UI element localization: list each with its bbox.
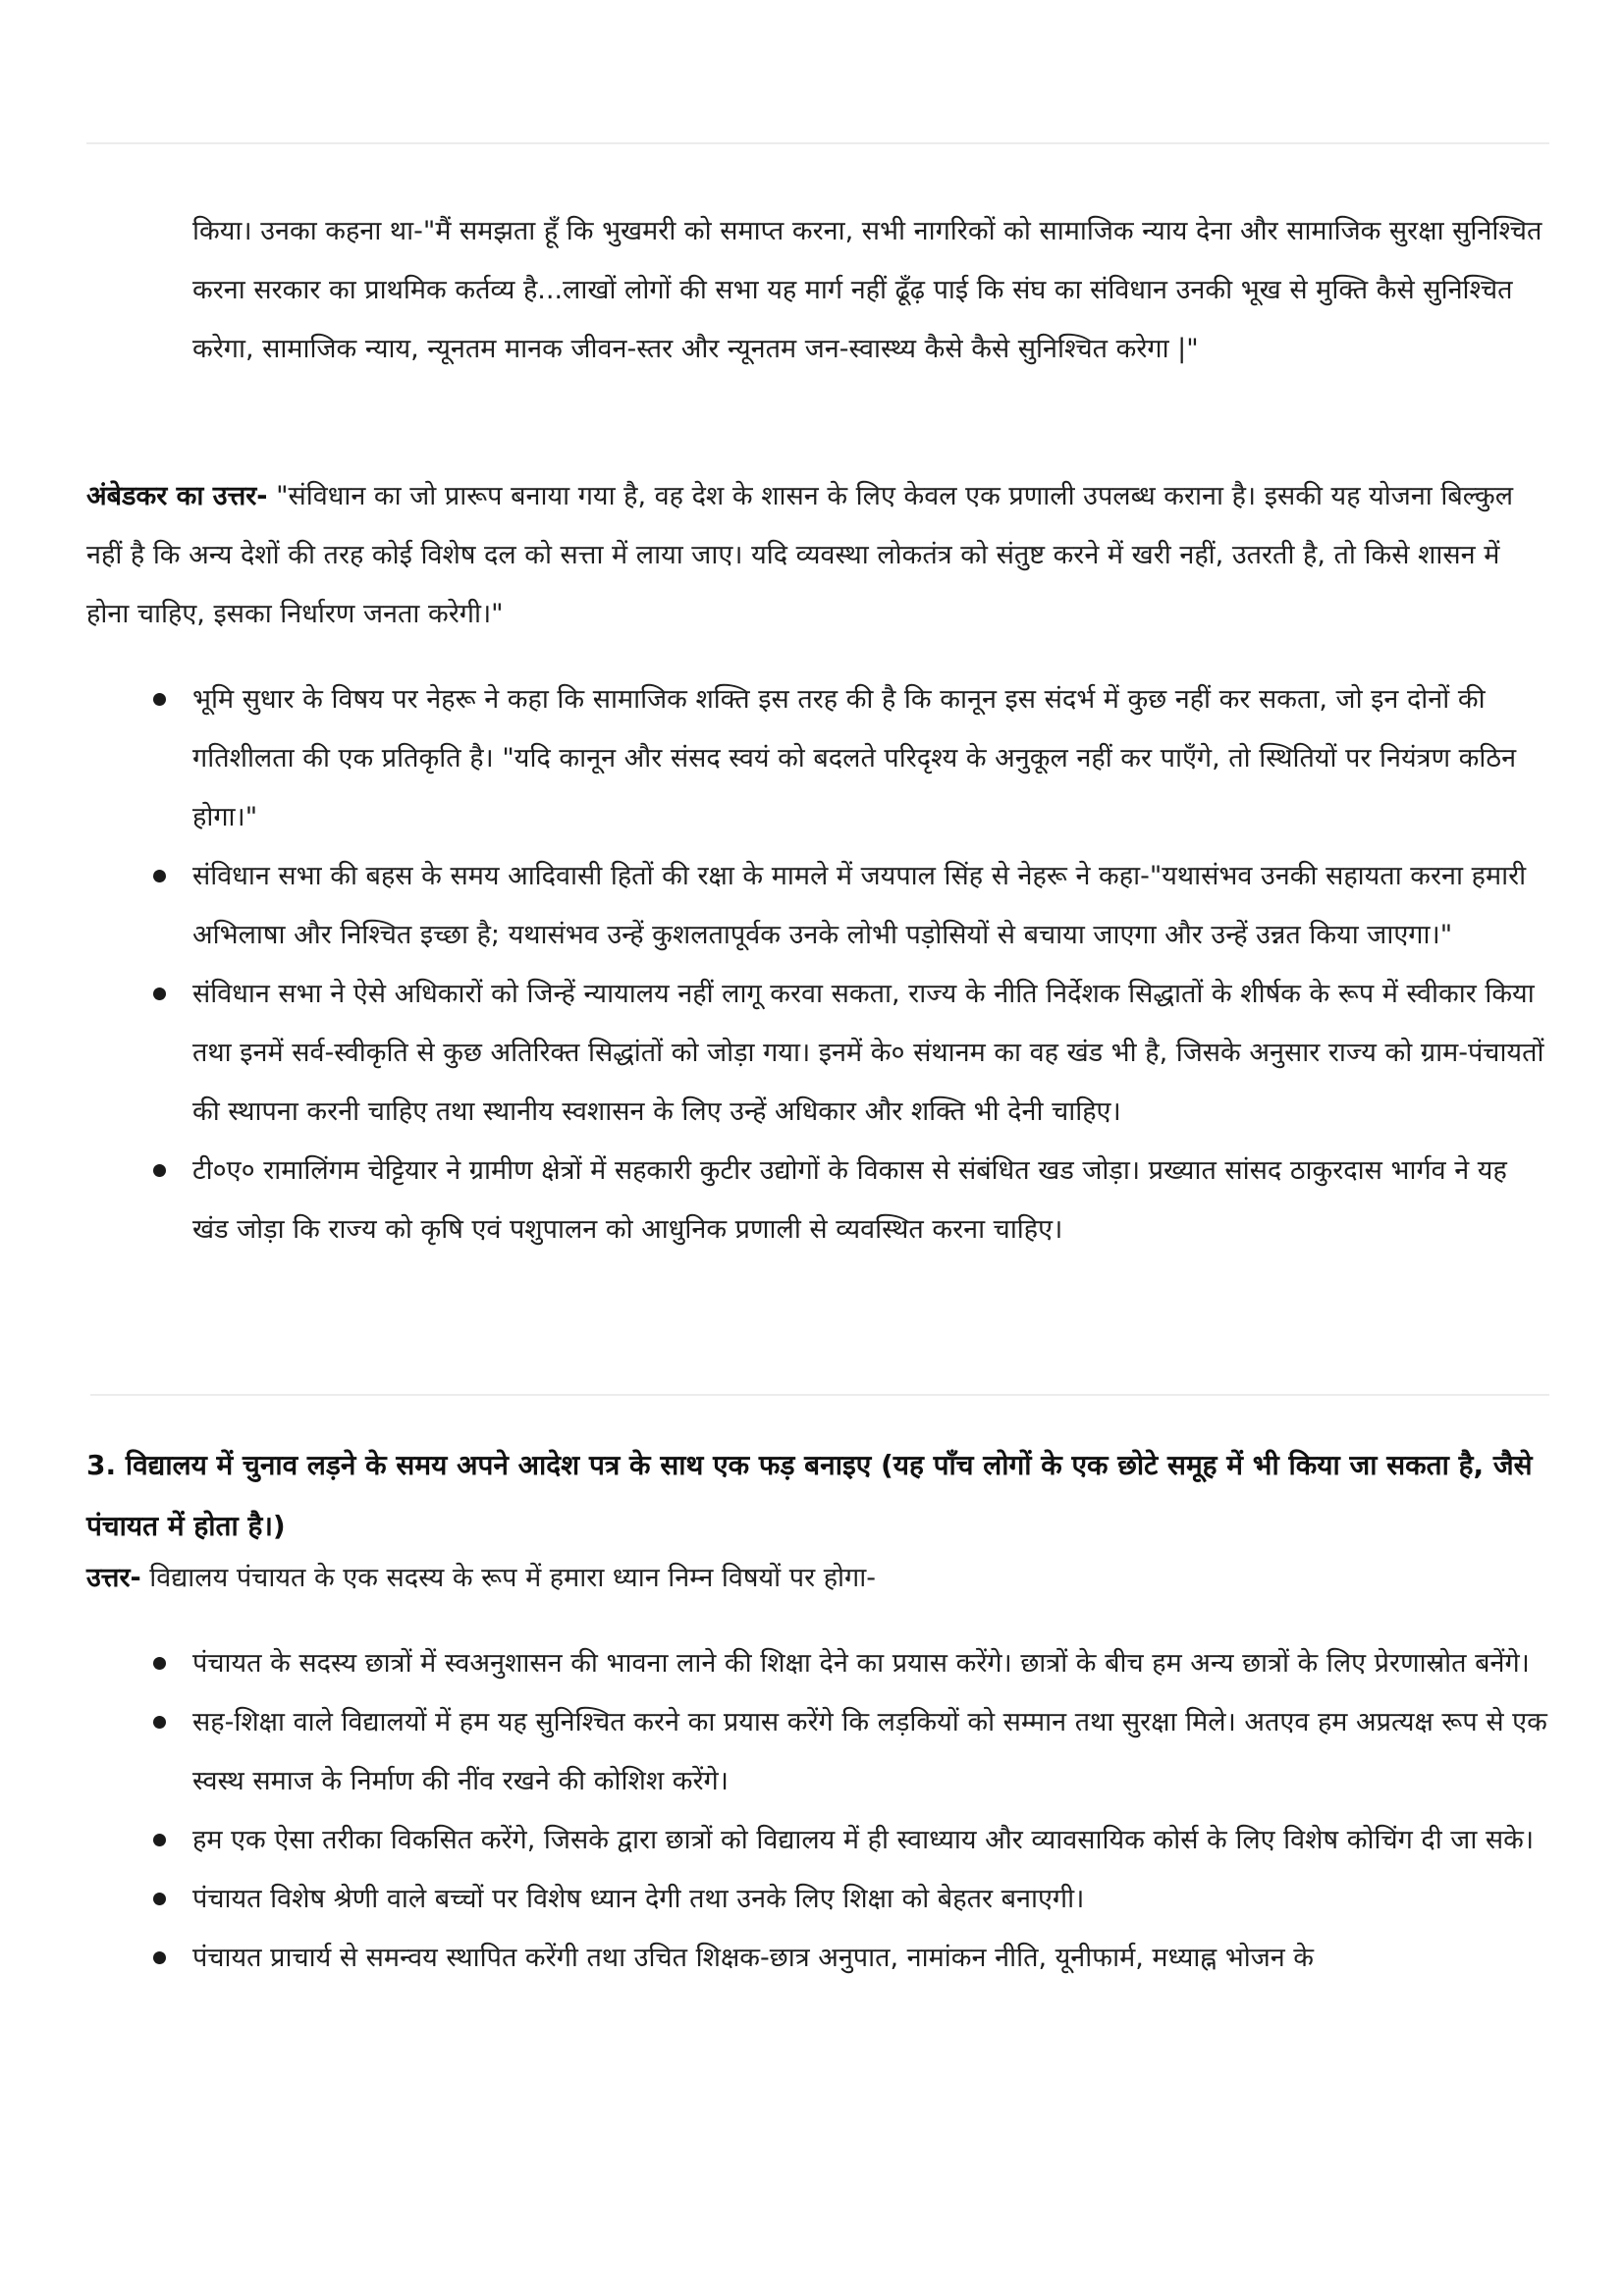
- bullet-icon: [153, 1657, 166, 1670]
- bullet-icon: [153, 988, 166, 1000]
- ambedkar-answer-text: "संविधान का जो प्रारूप बनाया गया है, वह देश के शासन के लिए केवल एक प्रणाली उपलब्ध कराना है। इसकी यह योजना बिल्कुल नहीं है कि अन्य देशों की तरह कोई विशेष दल को सत्ता में लाया जाए। यदि व्यवस्था लोकतंत्र को संतुष्ट करने में खरी नहीं, उतरती है, तो किसे शासन में होना चाहिए, इसका निर्धारण जनता करेगी।": [86, 481, 1514, 629]
- list-item: [147, 965, 1549, 1142]
- ambedkar-answer: [86, 467, 1549, 644]
- list-item: [147, 1693, 1549, 1811]
- list-item-text: भूमि सुधार के विषय पर नेहरू ने कहा कि सामाजिक शक्ति इस तरह की है कि कानून इस संदर्भ में कुछ नहीं कर सकता, जो इन दोनों की गतिशीलता की एक प्रतिकृति है। "यदि कानून और संसद स्वयं को बदलते परिदृश्य के अनुकूल नहीं कर पाएँगे, तो स्थितियों पर नियंत्रण कठिन होगा।": [192, 684, 1517, 832]
- quote-continuation: किया। उनका कहना था-"मैं समझता हूँ कि भुखमरी को समाप्त करना, सभी नागरिकों को सामाजिक न्याय देना और सामाजिक सुरक्षा सुनिश्चित करना सरकार का प्राथमिक कर्तव्य है...लाखों लोगों की सभा यह मार्ग नहीं ढूँढ़ पाई कि संघ का संविधान उनकी भूख से मुक्ति कैसे सुनिश्चित करेगा, सामाजिक न्याय, न्यूनतम मानक जीवन-स्तर और न्यूनतम जन-स्वास्थ्य कैसे कैसे सुनिश्चित करेगा |": [192, 216, 1542, 364]
- question-3-answer: [86, 1555, 1549, 1602]
- ambedkar-answer-label: अंबेडकर का उत्तर-: [86, 481, 268, 511]
- bullet-icon: [153, 1951, 166, 1964]
- list-item: [147, 847, 1549, 965]
- list-item-text: संविधान सभा ने ऐसे अधिकारों को जिन्हें न्यायालय नहीं लागू करवा सकता, राज्य के नीति निर्देशक सिद्धातों के शीर्षक के रूप में स्वीकार किया तथा इनमें सर्व-स्वीकृति से कुछ अतिरिक्त सिद्धांतों को जोड़ा गया। इनमें के० संथानम का वह खंड भी है, जिसके अनुसार राज्य को ग्राम-पंचायतों की स्थापना करनी चाहिए तथा स्थानीय स्वशासन के लिए उन्हें अधिकार और शक्ति भी देनी चाहिए।: [192, 979, 1544, 1127]
- top-divider: [86, 142, 1549, 144]
- bullet-icon: [153, 870, 166, 882]
- answer-text: विद्यालय पंचायत के एक सदस्य के रूप में हमारा ध्यान निम्न विषयों पर होगा-: [140, 1563, 876, 1593]
- list-item: [147, 1142, 1549, 1259]
- list-item: [147, 670, 1549, 847]
- list-item: [147, 1811, 1549, 1870]
- list-item: [147, 1634, 1549, 1693]
- bullet-icon: [153, 1834, 166, 1846]
- list-item-text: संविधान सभा की बहस के समय आदिवासी हितों की रक्षा के मामले में जयपाल सिंह से नेहरू ने कहा-"यथासंभव उनकी सहायता करना हमारी अभिलाषा और निश्चित इच्छा है; यथासंभव उन्हें कुशलतापूर्वक उनके लोभी पड़ोसियों से बचाया जाएगा और उन्हें उन्नत किया जाएगा।": [192, 861, 1527, 950]
- bullet-icon: [153, 1164, 166, 1177]
- list-item: [147, 1870, 1549, 1929]
- list-item-text: पंचायत प्राचार्य से समन्वय स्थापित करेंगी तथा उचित शिक्षक-छात्र अनुपात, नामांकन नीति, यूनीफार्म, मध्याह्न भोजन के: [192, 1943, 1315, 1973]
- list-item-text: हम एक ऐसा तरीका विकसित करेंगे, जिसके द्वारा छात्रों को विद्यालय में ही स्वाध्याय और व्यावसायिक कोर्स के लिए विशेष कोचिंग दी जा सके।: [192, 1825, 1535, 1855]
- list-item-text: सह-शिक्षा वाले विद्यालयों में हम यह सुनिश्चित करने का प्रयास करेंगे कि लड़कियों को सम्मान तथा सुरक्षा मिले। अतएव हम अप्रत्यक्ष रूप से एक स्वस्थ समाज के निर्माण की नींव रखने की कोशिश करेंगे।: [192, 1707, 1547, 1796]
- bullet-icon: [153, 1716, 166, 1729]
- bullet-list-school-panchayat: [147, 1634, 1549, 1988]
- bullet-icon: [153, 1893, 166, 1905]
- list-item: [147, 1929, 1549, 1988]
- bullet-icon: [153, 693, 166, 706]
- question-3-heading: 3. विद्यालय में चुनाव लड़ने के समय अपने आदेश पत्र के साथ एक फड़ बनाइए (यह पाँच लोगों के एक छोटे समूह में भी किया जा सकता है, जैसे पंचायत में होता है।): [86, 1449, 1533, 1542]
- section-divider: [90, 1394, 1549, 1396]
- bullet-list-constitution: [147, 670, 1549, 1259]
- answer-label: उत्तर-: [86, 1563, 141, 1593]
- list-item-text: पंचायत विशेष श्रेणी वाले बच्चों पर विशेष ध्यान देगी तथा उनके लिए शिक्षा को बेहतर बनाएगी।: [192, 1884, 1085, 1914]
- list-item-text: टी०ए० रामालिंगम चेट्टियार ने ग्रामीण क्षेत्रों में सहकारी कुटीर उद्योगों के विकास से संबंधित खड जोड़ा। प्रख्यात सांसद ठाकुरदास भार्गव ने यह खंड जोड़ा कि राज्य को कृषि एवं पशुपालन को आधुनिक प्रणाली से व्यवस्थित करना चाहिए।: [192, 1155, 1507, 1245]
- list-item-text: पंचायत के सदस्य छात्रों में स्वअनुशासन की भावना लाने की शिक्षा देने का प्रयास करेंगे। छात्रों के बीच हम अन्य छात्रों के लिए प्रेरणास्रोत बनेंगे।: [192, 1648, 1530, 1679]
